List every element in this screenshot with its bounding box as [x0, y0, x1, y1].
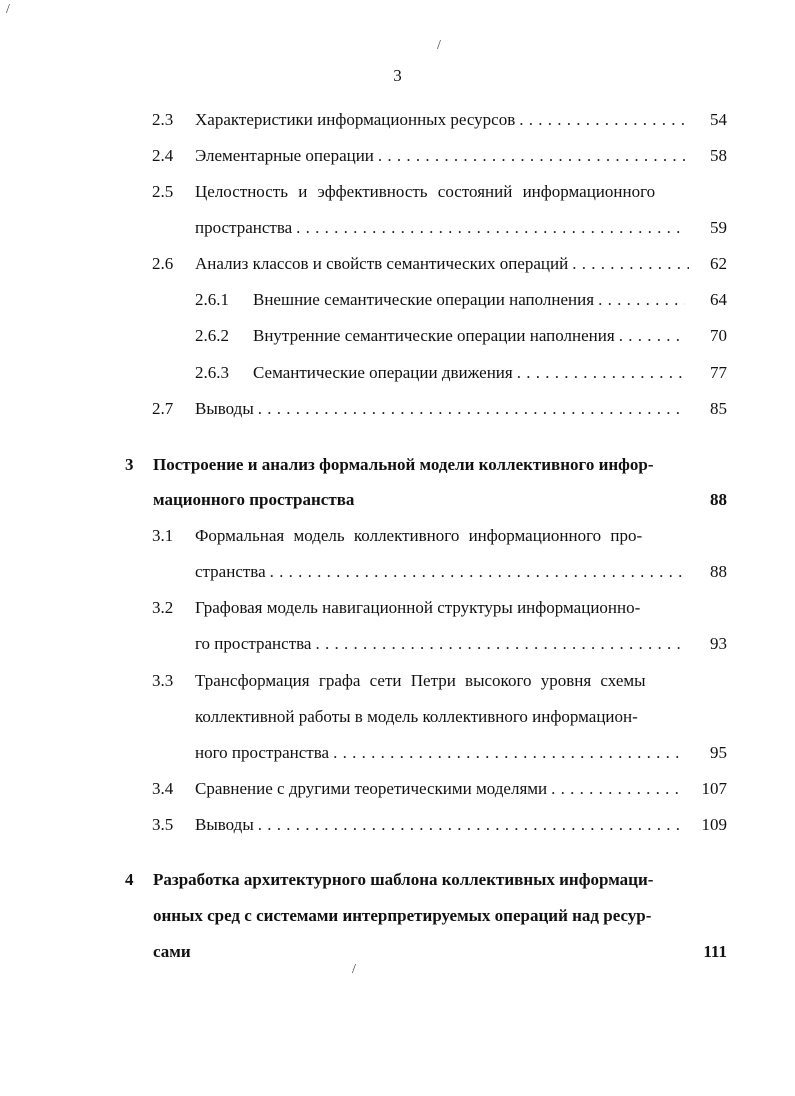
toc-number: 2.7 — [152, 399, 174, 418]
toc-title: Внутренние семантические операции наполнения — [253, 326, 615, 345]
toc-page: 70 — [710, 326, 727, 345]
toc-title-line: странства — [195, 562, 266, 581]
dot-leader — [551, 779, 685, 799]
toc-number: 3.5 — [152, 815, 174, 834]
toc-page: 54 — [710, 110, 727, 129]
toc-number: 4 — [125, 870, 134, 889]
scan-mark: / — [6, 2, 10, 17]
toc-title-line: го пространства — [195, 634, 312, 653]
dot-leader — [378, 146, 685, 166]
toc-page: 95 — [710, 743, 727, 762]
toc-title-line: мационного пространства — [153, 490, 355, 509]
scan-mark: / — [437, 38, 441, 53]
toc-number: 3 — [125, 455, 134, 474]
toc-number: 2.6 — [152, 254, 174, 273]
toc-number: 3.3 — [152, 671, 174, 690]
toc-page: 59 — [710, 218, 727, 237]
toc-page: 88 — [710, 490, 727, 509]
dot-leader — [258, 399, 685, 419]
toc-title-line: Целостность и эффективность состояний информационного — [195, 182, 656, 201]
toc-page: 77 — [710, 363, 727, 382]
toc-title: Внешние семантические операции наполнения — [253, 290, 595, 309]
toc-page: 111 — [703, 942, 727, 961]
toc-title-line: Графовая модель навигационной структуры информационно- — [195, 598, 641, 617]
dot-leader — [517, 363, 685, 383]
toc-number: 2.6.3 — [195, 363, 229, 382]
toc-number: 3.2 — [152, 598, 174, 617]
toc-title-line: сами — [153, 942, 191, 961]
toc-title-line: Построение и анализ формальной модели коллективного инфор- — [153, 455, 654, 474]
toc-title-line: Формальная модель коллективного информационного про- — [195, 526, 643, 545]
toc-number: 2.3 — [152, 110, 174, 129]
toc-page: 62 — [710, 254, 727, 273]
dot-leader — [619, 326, 685, 346]
dot-leader — [598, 290, 685, 310]
toc-title-line: пространства — [195, 218, 293, 237]
toc-title-line: Разработка архитектурного шаблона коллективных информаци- — [153, 870, 654, 889]
dot-leader — [333, 743, 685, 763]
toc-number: 2.6.1 — [195, 290, 229, 309]
toc-number: 2.6.2 — [195, 326, 229, 345]
page-number: 3 — [393, 66, 402, 85]
dot-leader — [296, 218, 685, 238]
toc-number: 2.5 — [152, 182, 174, 201]
dot-leader — [519, 110, 685, 130]
toc-page: 93 — [710, 634, 727, 653]
dot-leader — [270, 562, 685, 582]
toc-title: Анализ классов и свойств семантических операций — [195, 254, 569, 273]
toc-page: 107 — [701, 779, 727, 798]
toc-page: 109 — [701, 815, 727, 834]
toc-title: Выводы — [195, 815, 254, 834]
toc-page: 88 — [710, 562, 727, 581]
toc-title-line: ного пространства — [195, 743, 330, 762]
dot-leader — [315, 634, 685, 654]
toc-title-line: онных сред с системами интерпретируемых операций над ресур- — [153, 906, 652, 925]
toc-number: 3.1 — [152, 526, 174, 545]
toc-title: Характеристики информационных ресурсов — [195, 110, 516, 129]
toc-title: Семантические операции движения — [253, 363, 513, 382]
toc-title: Выводы — [195, 399, 254, 418]
dot-leader — [258, 815, 685, 835]
toc-number: 2.4 — [152, 146, 174, 165]
dot-leader — [572, 254, 689, 274]
toc-page: 58 — [710, 146, 727, 165]
toc-title-line: коллективной работы в модель коллективного информацион- — [195, 707, 638, 726]
toc-title: Элементарные операции — [195, 146, 374, 165]
toc-title-line: Трансформация графа сети Петри высокого уровня схемы — [195, 671, 646, 690]
toc-page: 64 — [710, 290, 727, 309]
toc-page: 85 — [710, 399, 727, 418]
scan-mark: / — [352, 962, 356, 977]
toc-title: Сравнение с другими теоретическими моделями — [195, 779, 548, 798]
toc-number: 3.4 — [152, 779, 174, 798]
